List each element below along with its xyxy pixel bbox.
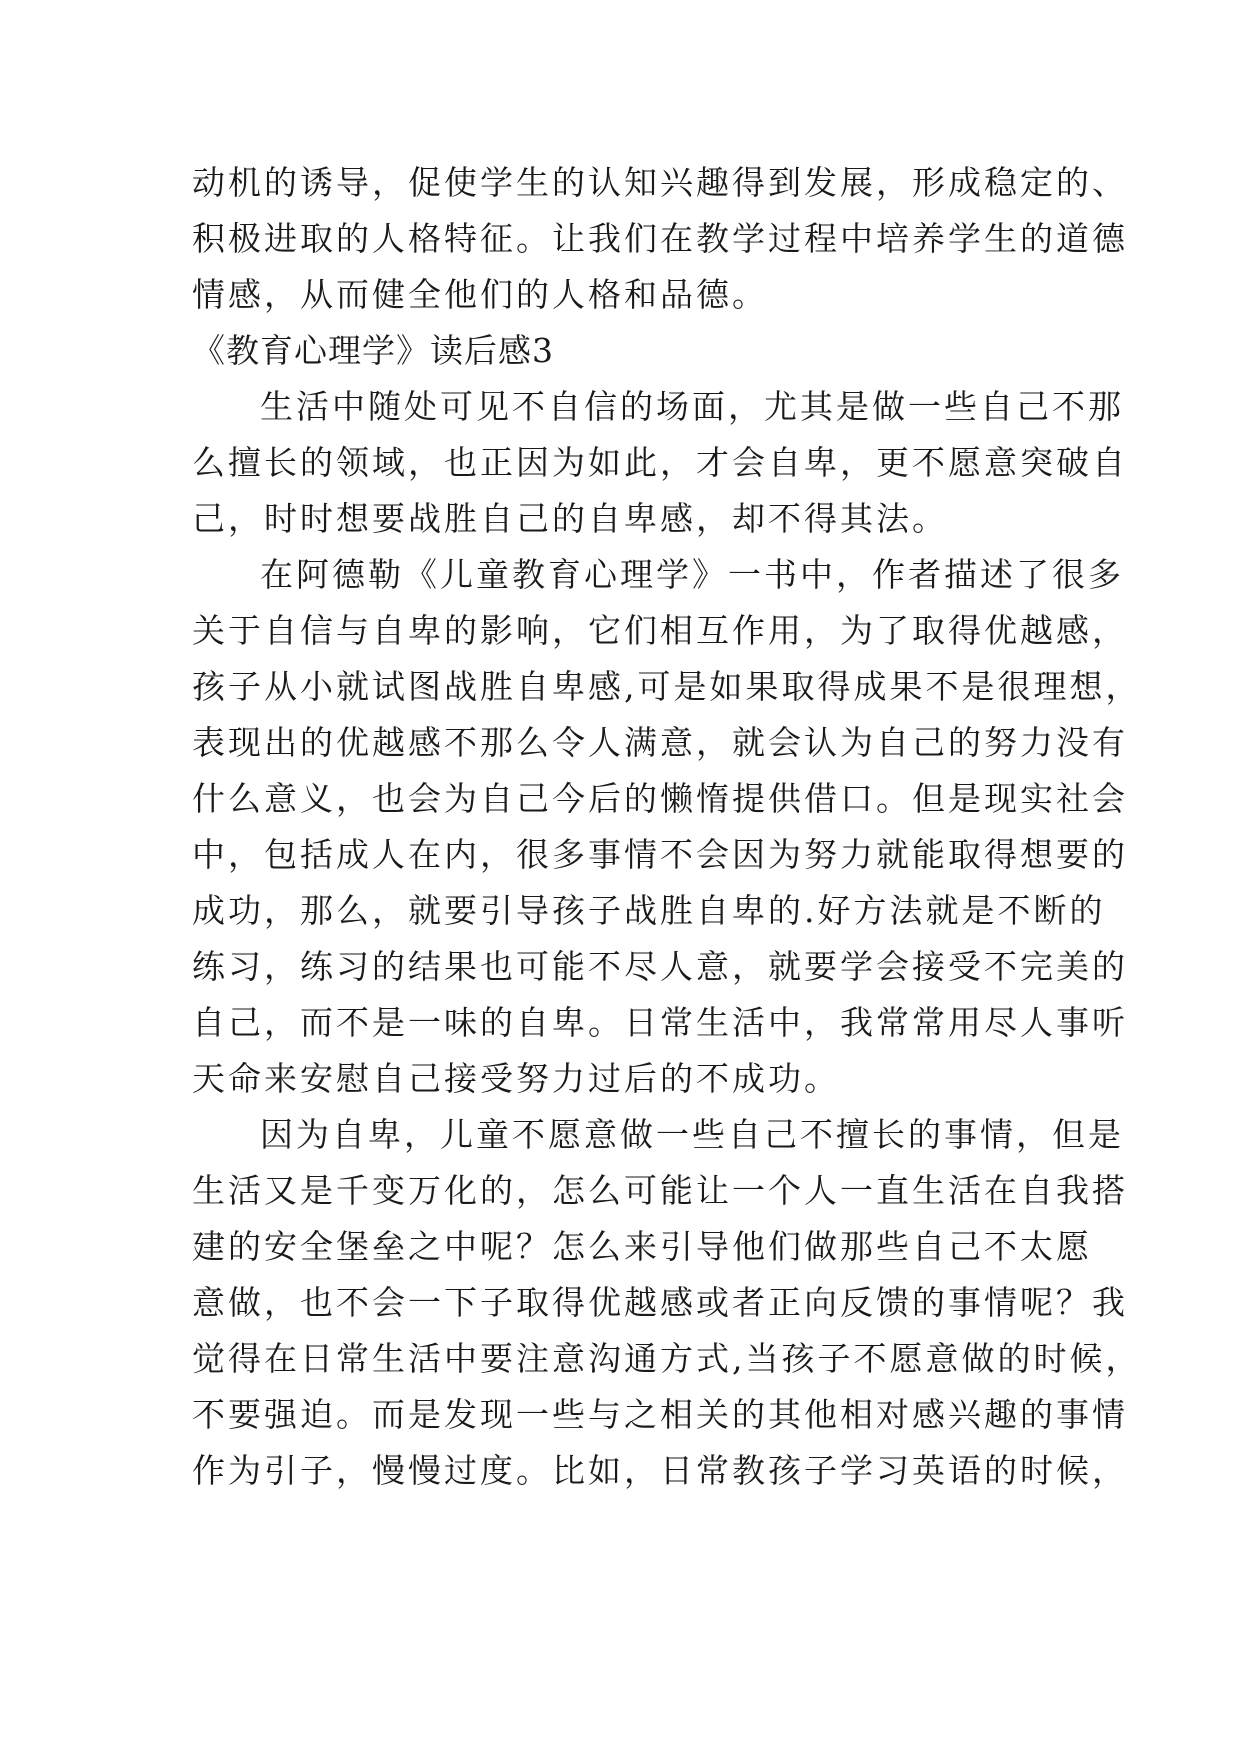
text-line: 不要强迫。而是发现一些与之相关的其他相对感兴趣的事情 xyxy=(192,1395,1128,1434)
text-line: 成功，那么，就要引导孩子战胜自卑的.好方法就是不断的 xyxy=(192,891,1106,930)
section-heading: 《教育心理学》读后感3 xyxy=(192,331,554,370)
text-line: 生活又是千变万化的，怎么可能让一个人一直生活在自我搭 xyxy=(192,1171,1128,1210)
text-line: 中，包括成人在内，很多事情不会因为努力就能取得想要的 xyxy=(192,835,1128,874)
text-line: 意做，也不会一下子取得优越感或者正向反馈的事情呢？我 xyxy=(192,1283,1128,1322)
text-line: 关于自信与自卑的影响，它们相互作用，为了取得优越感， xyxy=(192,611,1128,650)
text-line: 己，时时想要战胜自己的自卑感，却不得其法。 xyxy=(192,499,948,538)
text-line: 么擅长的领域，也正因为如此，才会自卑，更不愿意突破自 xyxy=(192,443,1128,482)
text-line: 天命来安慰自己接受努力过后的不成功。 xyxy=(192,1059,840,1098)
text-line: 积极进取的人格特征。让我们在教学过程中培养学生的道德 xyxy=(192,219,1128,258)
text-line: 自己，而不是一味的自卑。日常生活中，我常常用尽人事听 xyxy=(192,1003,1128,1042)
text-line: 建的安全堡垒之中呢？怎么来引导他们做那些自己不太愿 xyxy=(192,1227,1092,1266)
text-line: 练习，练习的结果也可能不尽人意，就要学会接受不完美的 xyxy=(192,947,1128,986)
document-body xyxy=(192,155,1142,1499)
text-line: 表现出的优越感不那么令人满意，就会认为自己的努力没有 xyxy=(192,723,1128,762)
text-line: 动机的诱导，促使学生的认知兴趣得到发展，形成稳定的、 xyxy=(192,163,1128,202)
paragraph-first-line: 生活中随处可见不自信的场面，尤其是做一些自己不那 xyxy=(260,387,1124,426)
text-line: 孩子从小就试图战胜自卑感,可是如果取得成果不是很理想， xyxy=(192,667,1142,706)
text-line: 作为引子，慢慢过度。比如，日常教孩子学习英语的时候， xyxy=(192,1451,1128,1490)
paragraph-first-line: 因为自卑，儿童不愿意做一些自己不擅长的事情，但是 xyxy=(260,1115,1124,1154)
text-line: 什么意义，也会为自己今后的懒惰提供借口。但是现实社会 xyxy=(192,779,1128,818)
text-line: 情感，从而健全他们的人格和品德。 xyxy=(192,275,768,314)
paragraph-first-line: 在阿德勒《儿童教育心理学》一书中，作者描述了很多 xyxy=(260,555,1124,594)
text-line: 觉得在日常生活中要注意沟通方式,当孩子不愿意做的时候， xyxy=(192,1339,1142,1378)
